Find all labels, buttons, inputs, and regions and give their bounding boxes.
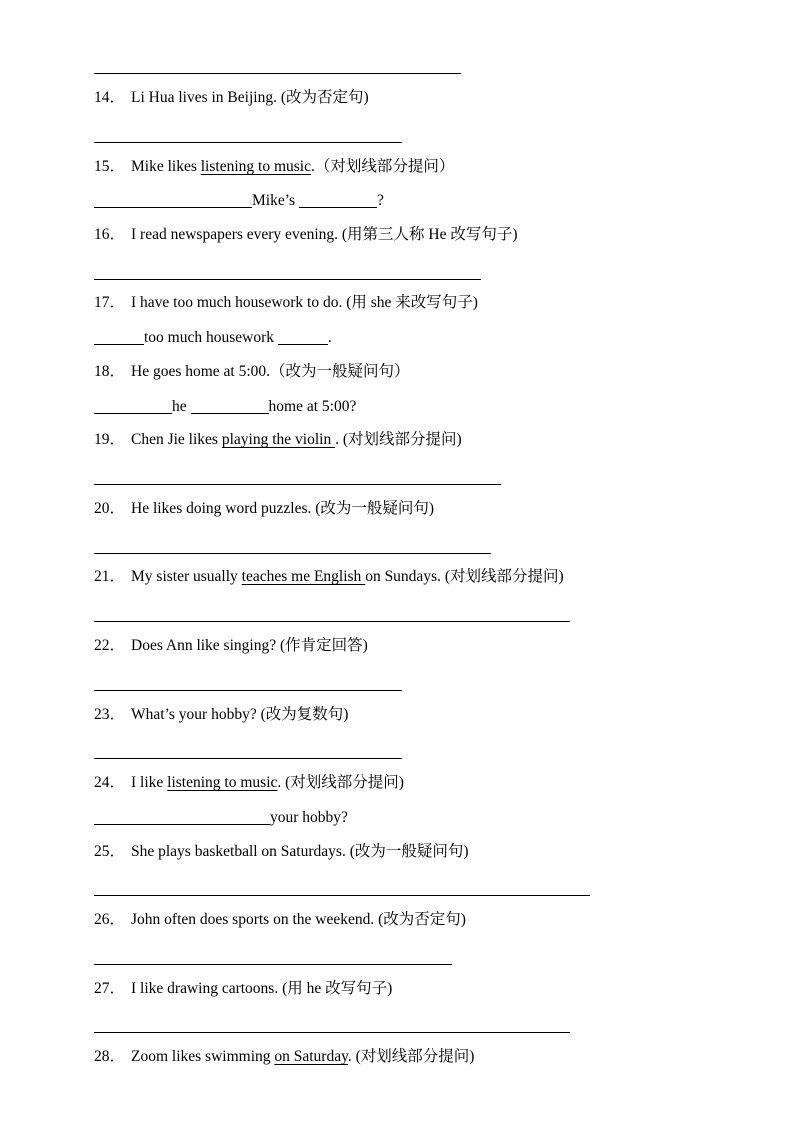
answer-row-17: too much housework .	[94, 328, 332, 348]
underlined-part: on Saturday	[274, 1048, 348, 1065]
question-28: 28． Zoom likes swimming on Saturday. (对划线部分提问)	[94, 1048, 475, 1065]
answer-line-23[interactable]	[94, 758, 402, 759]
question-18: 18． He goes home at 5:00.（改为一般疑问句）	[94, 363, 410, 380]
answer-line-21[interactable]	[94, 621, 570, 622]
answer-line-13[interactable]	[94, 73, 461, 74]
underlined-part: playing the violin	[221, 431, 336, 448]
blank-field[interactable]	[278, 328, 328, 345]
question-16: 16． I read newspapers every evening. (用第三人称 He 改写句子)	[94, 226, 518, 243]
answer-line-19[interactable]	[94, 484, 501, 485]
answer-line-16[interactable]	[94, 279, 481, 280]
answer-line-26[interactable]	[94, 964, 452, 965]
answer-row-24: your hobby?	[94, 808, 348, 828]
question-21: 21． My sister usually teaches me English on Sundays. (对划线部分提问)	[94, 568, 564, 585]
answer-line-22[interactable]	[94, 690, 402, 691]
blank-field[interactable]	[94, 328, 144, 345]
question-17: 17． I have too much housework to do. (用 she 来改写句子)	[94, 294, 478, 311]
answer-row-18: he home at 5:00?	[94, 397, 356, 417]
question-22: 22． Does Ann like singing? (作肯定回答)	[94, 637, 368, 654]
question-15: 15． Mike likes listening to music.（对划线部分提问）	[94, 158, 455, 175]
question-20: 20． He likes doing word puzzles. (改为一般疑问句)	[94, 500, 435, 517]
underlined-part: listening to music	[200, 158, 311, 175]
answer-row-15: Mike’s ?	[94, 191, 384, 211]
underlined-part: teaches me English	[241, 568, 366, 585]
answer-line-14[interactable]	[94, 142, 402, 143]
blank-field[interactable]	[191, 397, 269, 414]
question-27: 27． I like drawing cartoons. (用 he 改写句子)	[94, 980, 393, 997]
question-26: 26． John often does sports on the weekend. (改为否定句)	[94, 911, 466, 928]
question-19: 19． Chen Jie likes playing the violin . (对划线部分提问)	[94, 431, 462, 448]
blank-field[interactable]	[299, 191, 377, 208]
question-23: 23． What’s your hobby? (改为复数句)	[94, 706, 349, 723]
question-24: 24． I like listening to music. (对划线部分提问)	[94, 774, 404, 791]
blank-field[interactable]	[94, 191, 252, 208]
blank-field[interactable]	[94, 808, 270, 825]
answer-line-20[interactable]	[94, 553, 491, 554]
answer-line-27[interactable]	[94, 1032, 570, 1033]
underlined-part: listening to music	[167, 774, 278, 791]
answer-line-25[interactable]	[94, 895, 590, 896]
question-25: 25． She plays basketball on Saturdays. (改为一般疑问句)	[94, 843, 469, 860]
question-14: 14． Li Hua lives in Beijing. (改为否定句)	[94, 89, 369, 106]
question-text: Li Hua lives in Beijing. (改为否定句)	[131, 89, 369, 106]
blank-field[interactable]	[94, 397, 172, 414]
